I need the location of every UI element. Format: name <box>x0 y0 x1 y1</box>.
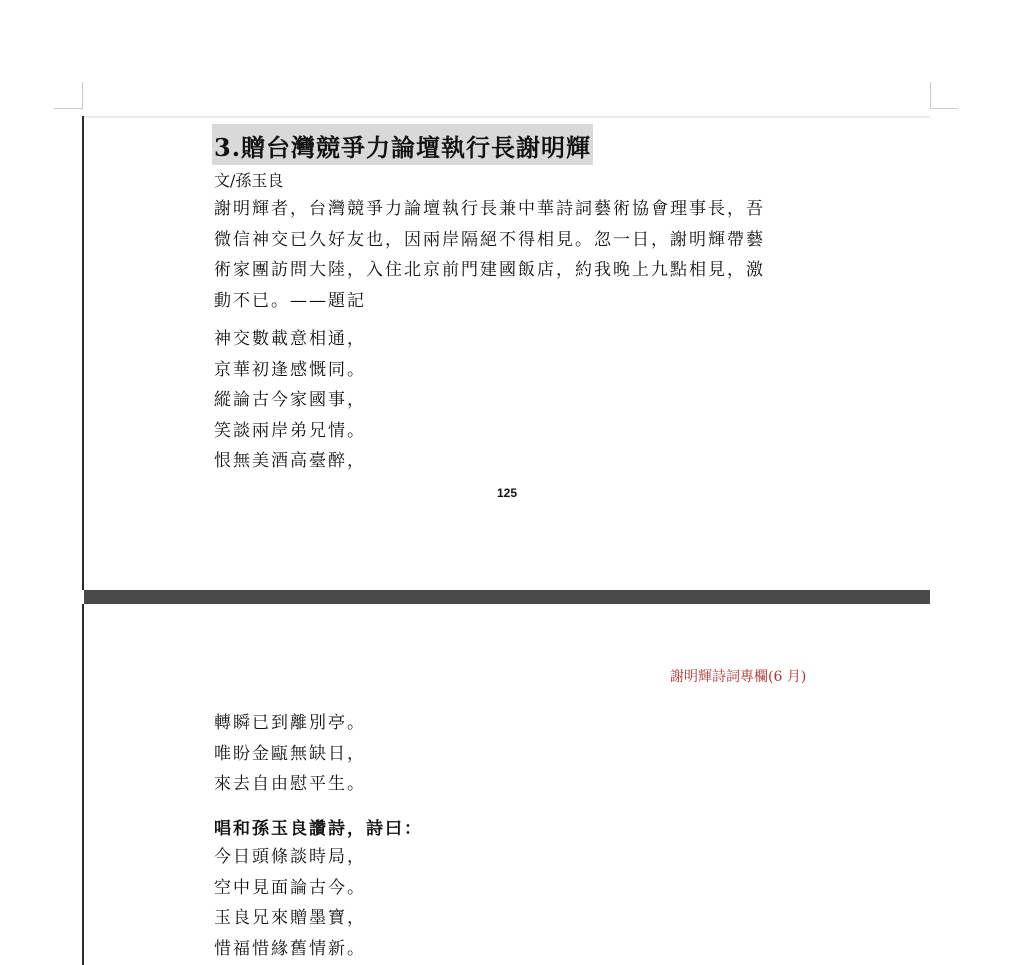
poem-line: 轉瞬已到離別亭。 <box>214 713 366 733</box>
preface-line: 動不已。——題記 <box>214 290 366 311</box>
running-header: 謝明輝詩詞專欄(6 月) <box>670 669 807 685</box>
page-separator <box>84 590 930 604</box>
poem-line: 來去自由慰平生。 <box>214 774 366 794</box>
poem-line: 空中見面論古今。 <box>214 877 366 898</box>
poem-line: 京華初逢感慨同。 <box>214 359 366 380</box>
preface-paragraph <box>214 194 814 316</box>
crop-mark-top-right-vertical <box>930 82 931 109</box>
preface-line: 謝明輝者，台灣競爭力論壇執行長兼中華詩詞藝術協會理事長，吾 <box>214 199 765 219</box>
poem-body-continued <box>214 708 366 800</box>
page-number: 125 <box>496 486 518 500</box>
poem-line: 恨無美酒高臺醉， <box>214 451 366 471</box>
poem-body <box>214 324 366 477</box>
document-page[interactable] <box>84 118 930 590</box>
poem-line: 縱論古今家國事， <box>214 390 366 410</box>
preface-line: 微信神交已久好友也，因兩岸隔絕不得相見。忽一日，謝明輝帶藝 <box>214 229 765 250</box>
poem-line: 笑談兩岸弟兄情。 <box>214 420 366 441</box>
poem-line: 今日頭條談時局， <box>214 847 366 867</box>
poem-line: 唯盼金甌無缺日， <box>214 743 366 764</box>
preface-line: 術家團訪問大陸，入住北京前門建國飯店，約我晚上九點相見，激 <box>214 260 765 280</box>
poem-line: 神交數載意相通， <box>214 329 366 349</box>
poem-title: 3.贈台灣競爭力論壇執行長謝明輝 <box>212 124 593 165</box>
crop-mark-top-left-horizontal <box>54 108 82 109</box>
reply-heading: 唱和孫玉良讚詩，詩曰： <box>214 819 423 839</box>
crop-mark-top-left-vertical <box>82 82 83 109</box>
document-page[interactable] <box>84 604 930 965</box>
reply-poem-body <box>214 842 366 964</box>
author-line: 文/孫玉良 <box>214 171 284 190</box>
crop-mark-top-right-horizontal <box>930 108 958 109</box>
poem-line: 玉良兄來贈墨寶， <box>214 908 366 928</box>
poem-line: 惜福惜緣舊情新。 <box>214 938 366 959</box>
